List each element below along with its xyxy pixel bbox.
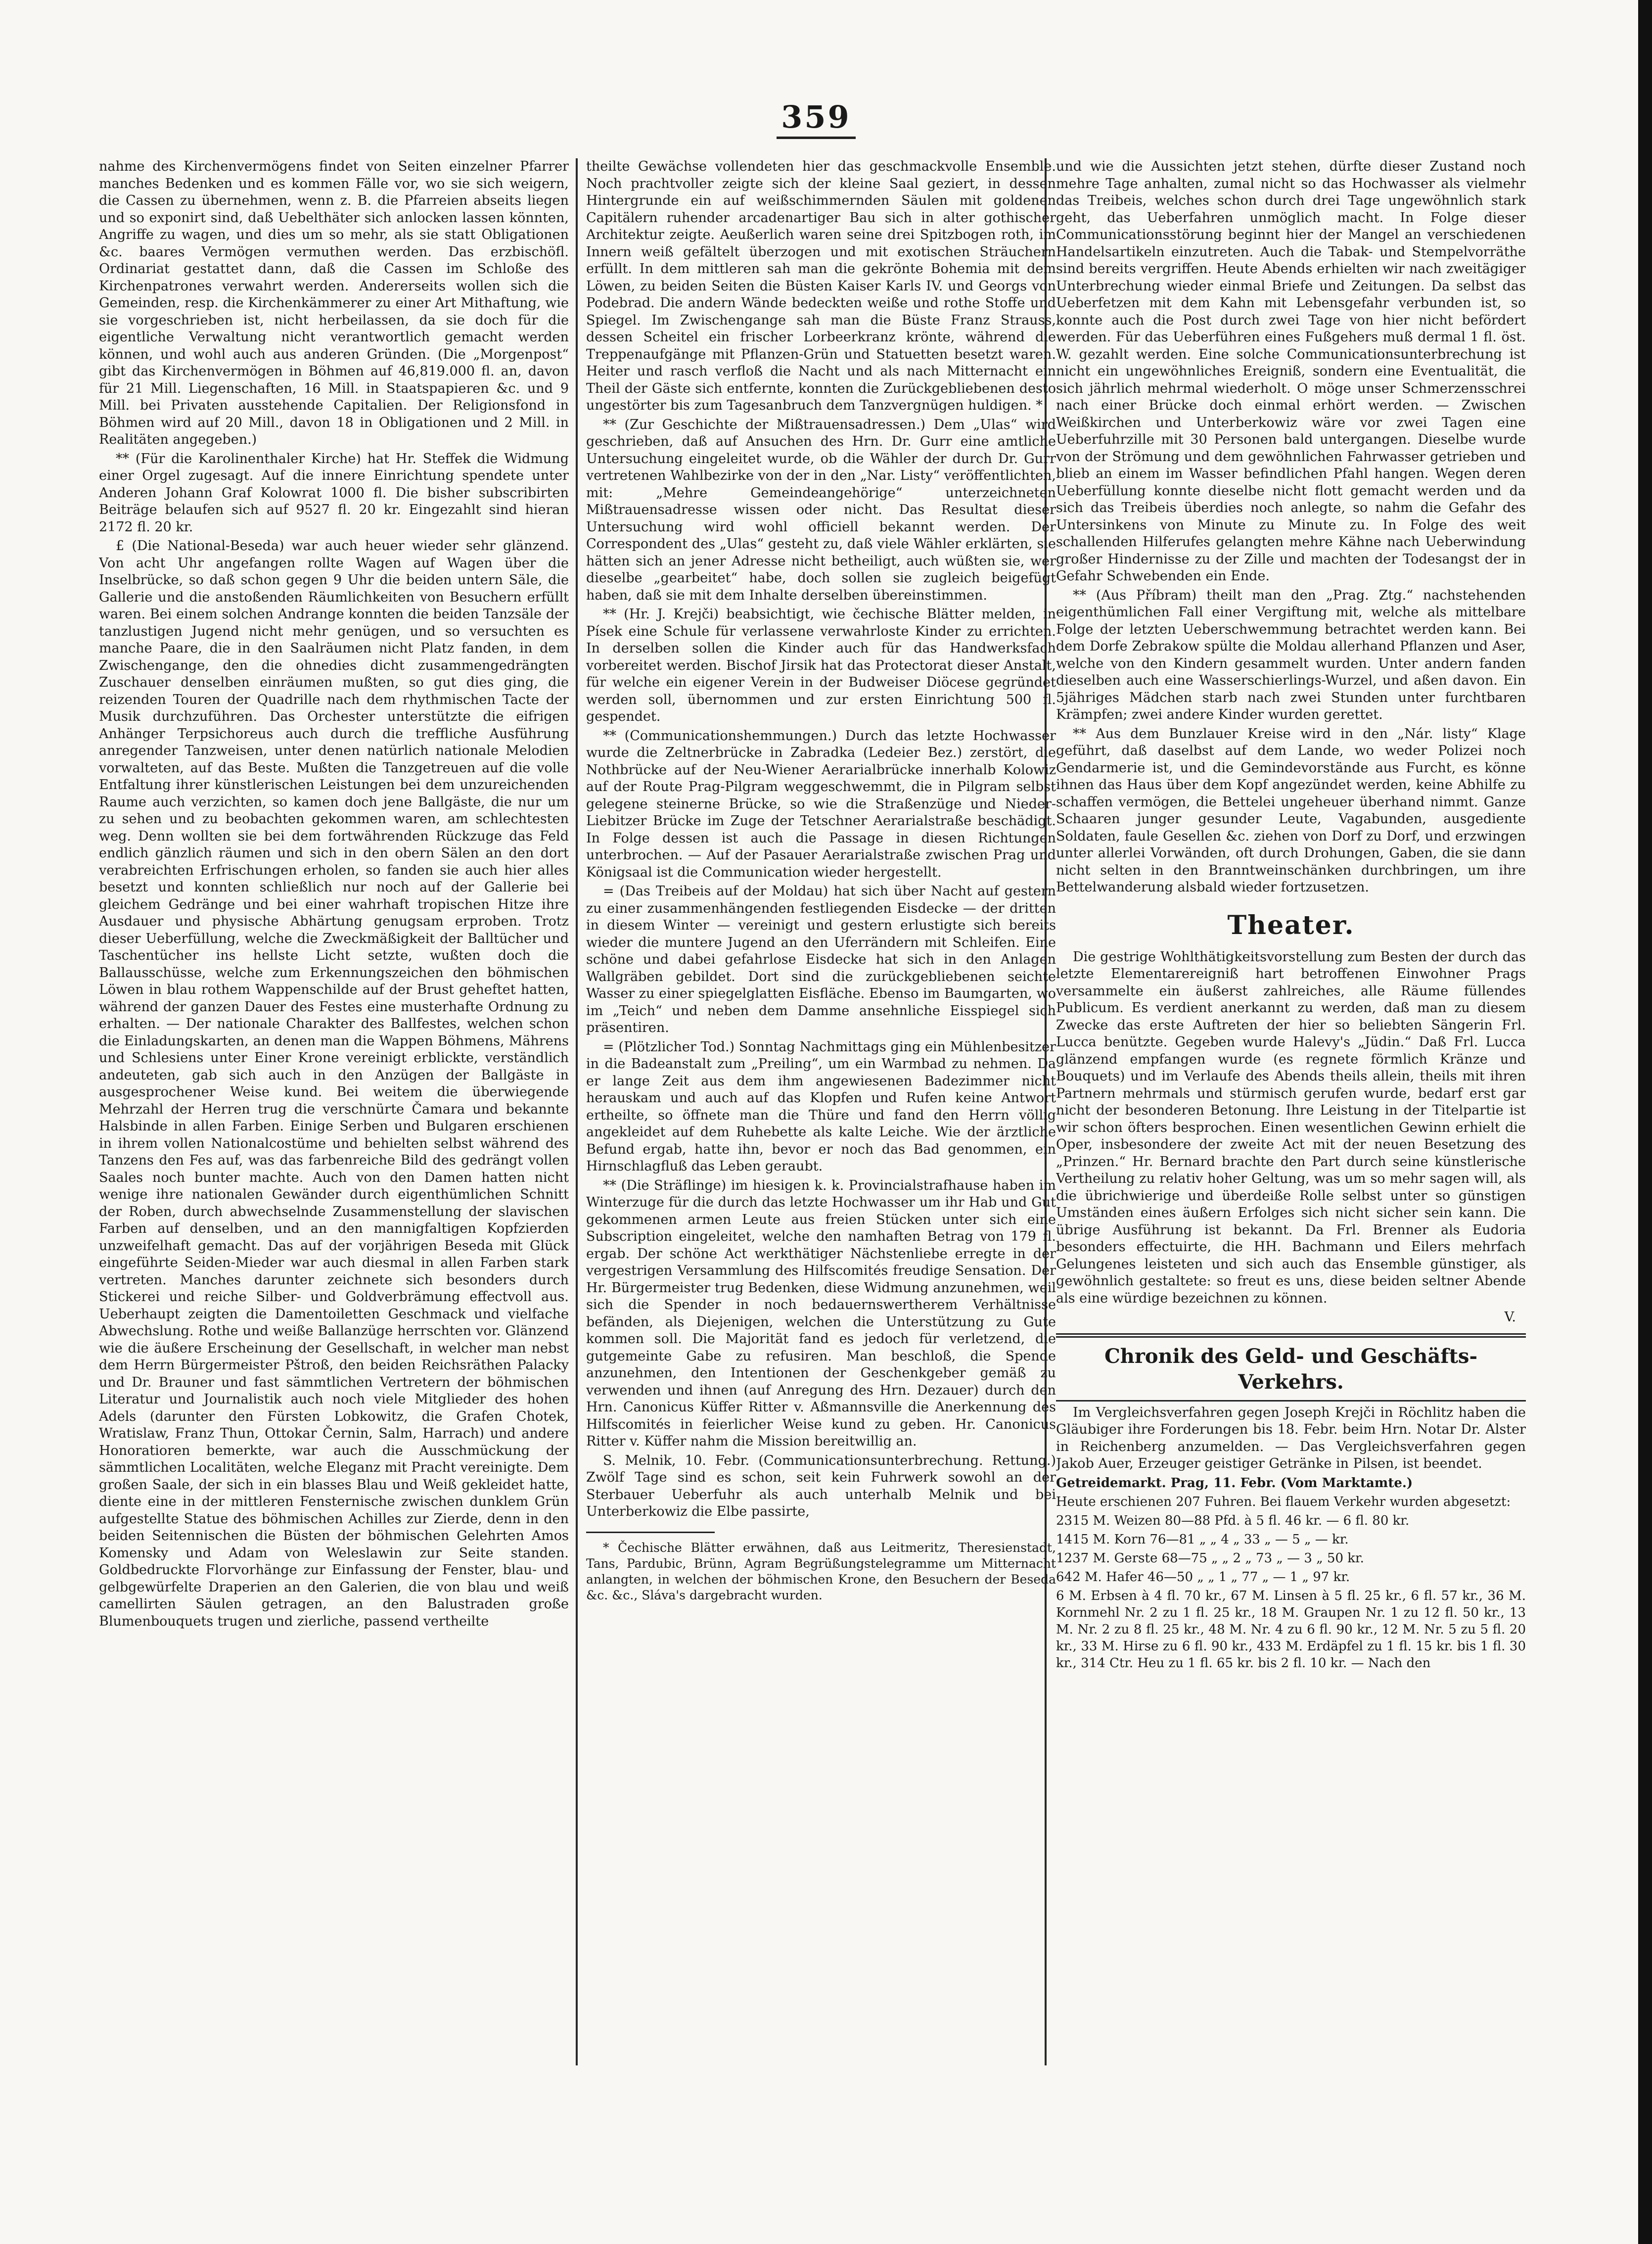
article-paragraph: ** (Für die Karolinenthaler Kirche) hat Hr. Steffek die Widmung einer Orgel zugesagt. Auf die innere Einrichtung spendete unter Anderen Johann Graf Kolowrat 1000 fl. Die bisher subscribirten Beiträge belaufen sich auf 9527 fl. 20 kr. Eingezahlt sind hieran 2172 fl. 20 kr. <box>99 451 569 535</box>
market-heading: Getreidemarkt. Prag, 11. Febr. (Vom Marktamte.) <box>1056 1475 1413 1491</box>
market-line: 2315 M. Weizen 80—88 Pfd. à 5 fl. 46 kr. — 6 fl. 80 kr. <box>1056 1513 1410 1528</box>
column-3 <box>1056 158 1526 2063</box>
article-paragraph: und wie die Aussichten jetzt stehen, dürfte dieser Zustand noch mehre Tage anhalten, zumal nicht so das Hochwasser als vielmehr das Treibeis, welches schon durch drei Tage ungewöhnlich stark geht, das Ueberfahren unmöglich macht. In Folge dieser Communicationsstörung beginnt hier der Mangel an verschiedenen Handelsartikeln einzutreten. Auch die Tabak- und Stempelvorräthe sind bereits vergriffen. Heute Abends erhielten wir nach zweitägiger Unterbrechung wieder einmal Briefe und Zeitungen. Da selbst das Ueberfetzen mit dem Kahn mit Lebensgefahr verbunden ist, so konnte auch die Post durch zwei Tage von hier nicht befördert werden. Für das Ueberführen eines Fußgehers muß dermal 1 fl. öst. W. gezahlt werden. Eine solche Communicationsunterbrechung ist nicht ein ungewöhnliches Ereigniß, sondern eine Eventualität, die sich jährlich mehrmal wiederholt. O möge unser Schmerzensschrei nach einer Brücke doch einmal erhört werden. — Zwischen Weißkirchen und Unterberkowiz wäre vor zwei Tagen eine Ueberfuhrzille mit 30 Personen bald untergangen. Dieselbe wurde von der Strömung und dem gewöhnlichen Fahrwasser getrieben und blieb an einem im Wasser befindlichen Pfahl hangen. Wegen deren Ueberfüllung konnte dieselbe nicht flott gemacht werden und da sich das Treibeis überdies noch anlegte, so nahm die Gefahr des Untersinkens von Minute zu Minute zu. In Folge des weit schallenden Hilferufes gelangten mehre Kähne nach Ueberwindung großer Hindernisse zu der Zille und machten der Todesangst der in Gefahr Schwebenden ein Ende. <box>1056 159 1526 584</box>
article-paragraph: ** (Zur Geschichte der Mißtrauensadressen.) Dem „Ulas“ wird geschrieben, daß auf Ansuchen des Hrn. Dr. Gurr eine amtliche Untersuchung eingeleitet wurde, ob die Wähler der durch Dr. Gurr vertretenen Wahlbezirke von der in den „Nar. Listy“ veröffentlichten, mit: „Mehre Gemeindeangehörige“ unterzeichneten Mißtrauensadresse wissen oder nicht. Das Resultat dieser Untersuchung wird wohl officiell bekannt werden. Der Correspondent des „Ulas“ gesteht zu, daß viele Wähler erklärten, sie hätten sich an jener Adresse nicht betheiligt, auch wüßten sie, wer dieselbe „gearbeitet“ habe, doch sollen sie zugleich beigefügt haben, daß sie mit dem Inhalte derselben übereinstimmen. <box>586 417 1056 603</box>
footnote-rule <box>586 1532 715 1533</box>
column-divider-1 <box>576 158 578 2065</box>
footnote: * Čechische Blätter erwähnen, daß aus Leitmeritz, Theresienstadt, Tans, Pardubic, Brünn, Agram Begrüßungstelegramme um Mitternacht anlangten, in welchen der böhmischen Krone, den Besuchern der Beseda &c. &c., Sláva's dargebracht wurden. <box>586 1540 1056 1602</box>
grain-market-report <box>1056 1475 1526 1672</box>
scan-edge <box>1638 0 1652 2244</box>
article-paragraph: ** (Die Sträflinge) im hiesigen k. k. Provincialstrafhause haben im Winterzuge für die durch das letzte Hochwasser um ihr Hab und Gut gekommenen armen Leute aus freien Stücken unter sich eine Subscription eingeleitet, welche den namhaften Betrag von 179 fl. ergab. Der schöne Act werkthätiger Nächstenliebe erregte in der vergestrigen Versammlung des Hilfscomités freudige Sensation. Der Hr. Bürgermeister trug Bedenken, diese Widmung anzunehmen, weil sich die Spender in noch bedauernswertherem Verhältnisse befänden, als Diejenigen, welchen die Unterstützung zu Gute kommen soll. Die Majorität fand es jedoch für verletzend, die gutgemeinte Gabe zu refusiren. Man beschloß, die Spende anzunehmen, den Intentionen der Geschenkgeber gemäß zu verwenden und ihnen (auf Anregung des Hrn. Dezauer) durch den Hrn. Canonicus Küffer Ritter v. Aßmannsville die Anerkennung des Hilfscomités in feierlicher Weise kund zu geben. Hr. Canonicus Ritter v. Küffer nahm die Mission bereitwillig an. <box>586 1177 1056 1449</box>
column-1 <box>99 158 569 2063</box>
article-paragraph: nahme des Kirchenvermögens findet von Seiten einzelner Pfarrer manches Bedenken und es kommen Fälle vor, wo sie sich weigern, die Cassen zu übernehmen, wenn z. B. die Pfarreien abseits liegen und so exponirt sind, daß Uebelthäter sich anlocken lassen könnten, Angriffe zu wagen, und dies um so mehr, als sie statt Obligationen &c. baares Vermögen vermuthen werden. Das erzbischöfl. Ordinariat gestattet dann, daß die Cassen im Schloße des Kirchenpatrones verwahrt werden. Andererseits wollen sich die Gemeinden, resp. die Kirchenkämmerer zu einer Art Mithaftung, wie sie vorgeschrieben ist, nicht herbeilassen, da sie doch für die eigentliche Verwaltung nicht verantwortlich gemacht werden können, und wohl auch aus anderen Gründen. (Die „Morgenpost“ gibt das Kirchenvermögen in Böhmen auf 46,819.000 fl. an, davon für 21 Mill. Liegenschaften, 16 Mill. in Staatspapieren &c. und 9 Mill. bei Privaten ausstehende Capitalien. Der Religionsfond in Böhmen wird auf 20 Mill., davon 18 in Obligationen und 2 Mill. in Realitäten angegeben.) <box>99 159 569 447</box>
article-paragraph: S. Melnik, 10. Febr. (Communicationsunterbrechung. Rettung.) Zwölf Tage sind es schon, seit kein Fuhrwerk sowohl an der Sterbauer Ueberfuhr als auch unterhalb Melnik und bei Unterberkowiz die Elbe passirte, <box>586 1452 1056 1519</box>
chronik-text: Im Vergleichsverfahren gegen Joseph Krejči in Röchlitz haben die Gläubiger ihre Forderungen bis 18. Febr. beim Hrn. Notar Dr. Alster in Reichenberg anzumelden. — Das Vergleichsverfahren gegen Jakob Auer, Erzeuger geistiger Getränke in Pilsen, ist beendet. <box>1056 1404 1526 1471</box>
market-line: Heute erschienen 207 Fuhren. Bei flauem Verkehr wurden abgesetzt: <box>1056 1494 1511 1509</box>
page-number: 359 <box>781 99 851 135</box>
market-line: 1237 M. Gerste 68—75 „ „ 2 „ 73 „ — 3 „ 50 kr. <box>1056 1550 1364 1566</box>
article-paragraph: ** (Communicationshemmungen.) Durch das letzte Hochwasser wurde die Zeltnerbrücke in Zabradka (Ledeier Bez.) zerstört, die Nothbrücke auf der Neu-Wiener Aerarialbrücke innerhalb Kolowiz auf der Route Prag-Pilgram weggeschwemmt, die in Pilgram selbst gelegene steinerne Brücke, so wie die Straßenzüge und Nieder-Liebitzer Brücke im Zuge der Tetschner Aerarialstraße beschädigt. In Folge dessen ist auch die Passage in diesen Richtungen unterbrochen. — Auf der Pasauer Aerarialstraße zwischen Prag und Königsaal ist die Communication wieder hergestellt. <box>586 728 1056 880</box>
article-paragraph: £ (Die National-Beseda) war auch heuer wieder sehr glänzend. Von acht Uhr angefangen rollte Wagen auf Wagen über die Inselbrücke, so daß schon gegen 9 Uhr die beiden untern Säle, die Gallerie und die anstoßenden Räumlichkeiten von Besuchern erfüllt waren. Bei einem solchen Andrange konnten die beiden Tanzsäle der tanzlustigen Jugend nicht mehr genügen, und so versuchten es manche Paare, die in den Saalräumen nicht Platz fanden, in dem Zwischengange, den die ohnedies dicht zusammengedrängten Zuschauer denselben einräumen mußten, so gut dies ging, die reizenden Touren der Quadrille nach dem rhythmischen Tacte der Musik durchzuführen. Das Orchester unterstützte die eifrigen Anhänger Terpsichoreus auch durch die treffliche Ausführung anregender Tanzweisen, unter denen natürlich nationale Melodien vorwalteten, auf das Beste. Mußten die Tanzgetreuen auf die volle Entfaltung ihrer künstlerischen Leistungen bei dem unzureichenden Raume auch verzichten, so kamen doch jene Ballgäste, die nur um zu sehen und zu beobachten gekommen waren, am schlechtesten weg. Denn wollten sie bei dem fortwährenden Rückzuge das Feld endlich gänzlich räumen und sich in den obern Sälen an den dort verabreichten Erfrischungen erholen, so fanden sie auch hier alles besetzt und konnten schließlich nur noch auf der Gallerie bei gleichem Gedränge und bei einer wahrhaft tropischen Hitze ihre Ausdauer und physische Abhärtung genugsam erproben. Trotz dieser Ueberfüllung, welche die Zweckmäßigkeit der Balltücher und Taschentücher ins hellste Licht setzte, wußten doch die Ballausschüsse, welche zum Erkennungszeichen den böhmischen Löwen in blau rothem Wappenschilde auf der Brust geheftet hatten, während der ganzen Dauer des Festes eine musterhafte Ordnung zu erhalten. — Der nationale Charakter des Ballfestes, welchen schon die Einladungskarten, an denen man die Wappen Böhmens, Mährens und Schlesiens unter Einer Krone vereinigt erblickte, verständlich andeuteten, gab sich auch in den Anzügen der Ballgäste in ausgesprochener Weise kund. Bei weitem die überwiegende Mehrzahl der Herren trug die verschnürte Čamara und bekannte Halsbinde in allen Farben. Einige Serben und Bulgaren erschienen in ihrem vollen Nationalcostüme und behielten selbst während des Tanzens den Fes auf, was das farbenreiche Bild des gedrängt vollen Saales noch bunter machte. Auch von den Damen hatten nicht wenige ihre nationalen Gewänder durch eigenthümlichen Schnitt der Roben, durch abwechselnde Zusammenstellung der slavischen Farben auf denselben, und an den mannigfaltigen Kopfzierden unzweifelhaft gemacht. Das auf der vorjährigen Beseda mit Glück eingeführte Seiden-Mieder war auch diesmal in allen Farben stark vertreten. Manches darunter zeichnete sich besonders durch Stickerei und reiche Silber- und Goldverbrämung effectvoll aus. Ueberhaupt zeigten die Damentoiletten Geschmack und vielfache Abwechslung. Rothe und weiße Ballanzüge herrschten vor. Glänzend wie die äußere Erscheinung der Gesellschaft, in welcher man nebst dem Herrn Bürgermeister Pštroß, den beiden Reichsräthen Palacky und Dr. Brauner und fast sämmtlichen Vertretern der böhmischen Literatur und Journalistik auch noch viele Mitglieder des hohen Adels (darunter den Fürsten Lobkowitz, die Grafen Chotek, Wratislaw, Franz Thun, Ottokar Černin, Salm, Harrach) und andere Honoratioren bemerkte, war auch die Ausschmückung der sämmtlichen Localitäten, welche Eleganz mit Pracht vereinigte. Dem großen Saale, der sich in ein blasses Blau und Weiß gekleidet hatte, diente eine in der mittleren Fensternische zwischen dunklem Grün aufgestellte Statue des böhmischen Achilles zur Zierde, denn in den beiden Seitennischen die Büsten der böhmischen Gelehrten Amos Komensky und Adam von Weleslawin zur Seite standen. Goldbedruckte Florvorhänge zur Einfassung der Fenster, blau- und gelbgewürfelte Draperien an den Galerien, die von blau und weiß camellirten Säulen getragen, an den Balustraden große Blumenbouquets trugen und zierliche, passend vertheilte <box>99 538 569 1629</box>
market-line: 642 M. Hafer 46—50 „ „ 1 „ 77 „ — 1 „ 97 kr. <box>1056 1569 1350 1585</box>
article-paragraph: ** (Hr. J. Krejči) beabsichtigt, wie čechische Blätter melden, in Písek eine Schule für verlassene verwahrloste Kinder zu errichten. In derselben sollen die Kinder auch für das Handwerksfach vorbereitet werden. Bischof Jirsik hat das Protectorat dieser Anstalt, für welche ein eigener Verein in der Budweiser Diöcese gegründet werden soll, übernommen und zur ersten Einrichtung 500 fl. gespendet. <box>586 607 1056 724</box>
chronik-heading: Chronik des Geld- und Geschäfts-Verkehrs. <box>1104 1344 1478 1394</box>
article-paragraph: ** (Aus Příbram) theilt man den „Prag. Ztg.“ nachstehenden eigenthümlichen Fall einer Vergiftung mit, welche als mittelbare Folge der letzten Ueberschwemmung betrachtet werden kann. Bei dem Dorfe Zebrakow spülte die Moldau allerhand Pflanzen und Aser, welche von den Kindern gesammelt wurden. Unter andern fanden dieselben auch eine Wasserschierlings-Wurzel, und aßen davon. Ein 5jähriges Mädchen starb nach zwei Stunden unter furchtbaren Krämpfen; zwei andere Kinder wurden gerettet. <box>1056 587 1526 722</box>
section-rule <box>1056 1333 1526 1338</box>
theater-signature: V. <box>1504 1309 1516 1325</box>
article-paragraph: = (Das Treibeis auf der Moldau) hat sich über Nacht auf gestern zu einer zusammenhängenden festliegenden Eisdecke — der dritten in diesem Winter — vereinigt und gestern erlustigte sich bereits wieder die muntere Jugend an den Uferrändern mit Schleifen. Eine schöne und dabei gefahrlose Eisdecke hat sich in den Anlagen Wallgräben gebildet. Dort sind die zurückgebliebenen seichte Wasser zu einer spiegelglatten Eisfläche. Ebenso im Baumgarten, wo im „Teich“ und neben dem Damme ansehnliche Eisspiegel sich präsentiren. <box>586 884 1056 1035</box>
article-paragraph: ** Aus dem Bunzlauer Kreise wird in den „Nár. listy“ Klage geführt, daß daselbst auf dem Lande, wo weder Polizei noch Gendarmerie ist, und die Gemindevorstände aus Furcht, es könne ihnen das Haus über dem Kopf angezündet werden, keine Abhilfe zu schaffen vermögen, die Bettelei ungeheuer überhand nimmt. Ganze Schaaren junger gesunder Leute, Vagabunden, ausgediente Soldaten, faule Gesellen &c. ziehen von Dorf zu Dorf, und erzwingen unter allerlei Vorwänden, oft durch Drohungen, Gaben, die sie dann nicht selten in den Branntweinschänken durchbringen, um ihre Bettelwanderung alsbald wieder fortzusetzen. <box>1056 726 1526 895</box>
page-number-underline <box>777 137 856 139</box>
theater-heading: Theater. <box>1227 910 1355 940</box>
article-paragraph: theilte Gewächse vollendeten hier das geschmackvolle Ensemble. Noch prachtvoller zeigte sich der kleine Saal geziert, in dessen Hintergrunde ein auf weißschimmernden Säulen mit goldenen Capitälern ruhender arcadenartiger Bau sich in alter gothischer Architektur zeigte. Aeußerlich waren seine drei Spitzbogen roth, im Innern weiß gefältelt überzogen und mit exotischen Sträuchern erfüllt. In dem mittleren sah man die gekrönte Bohemia mit dem Löwen, zu beiden Seiten die Büsten Kaiser Karls IV. und Georgs von Podebrad. Die andern Wände bedeckten weiße und rothe Stoffe und Spiegel. Im Zwischengange sah man die Büste Franz Strauss, dessen Scheitel ein frischer Lorbeerkranz krönte, während die Treppenaufgänge mit Pflanzen-Grün und Statuetten besetzt waren. Heiter und rasch verfloß die Nacht und als nach Mitternacht ein Theil der Gäste sich entfernte, konnten die Zurückgebliebenen desto ungestörter bis zum Tagesanbruch dem Tanzvergnügen huldigen. * <box>586 159 1056 413</box>
article-paragraph: = (Plötzlicher Tod.) Sonntag Nachmittags ging ein Mühlenbesitzer in die Badeanstalt zum „Preiling“, um ein Warmbad zu nehmen. Da er lange Zeit aus dem ihm angewiesenen Badezimmer nicht herauskam und auch auf das Klopfen und Rufen keine Antwort ertheilte, so öffnete man die Thüre und fand den Herrn völlig angekleidet auf dem Ruhebette als kalte Leiche. Wie der ärztliche Befund ergab, hatte ihn, bevor er noch das Bad genommen, ein Hirnschlagfluß das Leben geraubt. <box>586 1039 1056 1174</box>
column-2 <box>586 158 1056 2063</box>
market-line: 1415 M. Korn 76—81 „ „ 4 „ 33 „ — 5 „ — kr. <box>1056 1532 1349 1547</box>
theater-review: Die gestrige Wohlthätigkeitsvorstellung zum Besten der durch das letzte Elementarereigniß hart betroffenen Einwohner Prags versammelte ein äußerst zahlreiches, alle Räume füllendes Publicum. Es verdient anerkannt zu werden, daß man zu diesem Zwecke das erste Auftreten der hier so beliebten Sängerin Frl. Lucca benützte. Gegeben wurde Halevy's „Jüdin.“ Daß Frl. Lucca glänzend empfangen wurde (es regnete förmlich Kränze und Bouquets) und im Verlaufe des Abends theils allein, theils mit ihren Partnern mehrmals und stürmisch gerufen wurde, bedarf erst gar nicht der besonderen Betonung. Ihre Leistung in der Titelpartie ist wir schon öfters besprochen. Einen wesentlichen Gewinn erhielt die Oper, insbesondere der zweite Act mit der neuen Besetzung des „Prinzen.“ Hr. Bernard brachte den Part durch seine künstlerische Vertheilung zu relativ hoher Geltung, was um so mehr sagen will, als die übrichwierige und überdeiße Rolle selbst unter so günstigen Umständen eines äußern Erfolges sich nicht sicher sein kann. Die übrige Ausführung ist bekannt. Da Frl. Brenner als Eudoria besonders effectuirte, die HH. Bachmann und Eilers mehrfach Gelungenes leisteten und sich auch das Ensemble günstiger, als gewöhnlich gestaltete: so freut es uns, diese beiden seltner Abende als eine würdige bezeichnen zu können. <box>1056 949 1526 1306</box>
market-line: 6 M. Erbsen à 4 fl. 70 kr., 67 M. Linsen à 5 fl. 25 kr., 6 fl. 57 kr., 36 M. Kornmehl Nr. 2 zu 1 fl. 25 kr., 18 M. Graupen Nr. 1 zu 12 fl. 50 kr., 13 M. Nr. 2 zu 8 fl. 25 kr., 48 M. Nr. 4 zu 6 fl. 90 kr., 12 M. Nr. 5 zu 5 fl. 20 kr., 33 M. Hirse zu 6 fl. 90 kr., 433 M. Erdäpfel zu 1 fl. 15 kr. bis 1 fl. 30 kr., 314 Ctr. Heu zu 1 fl. 65 kr. bis 2 fl. 10 kr. — Nach den <box>1056 1588 1526 1671</box>
section-rule <box>1056 1400 1526 1402</box>
